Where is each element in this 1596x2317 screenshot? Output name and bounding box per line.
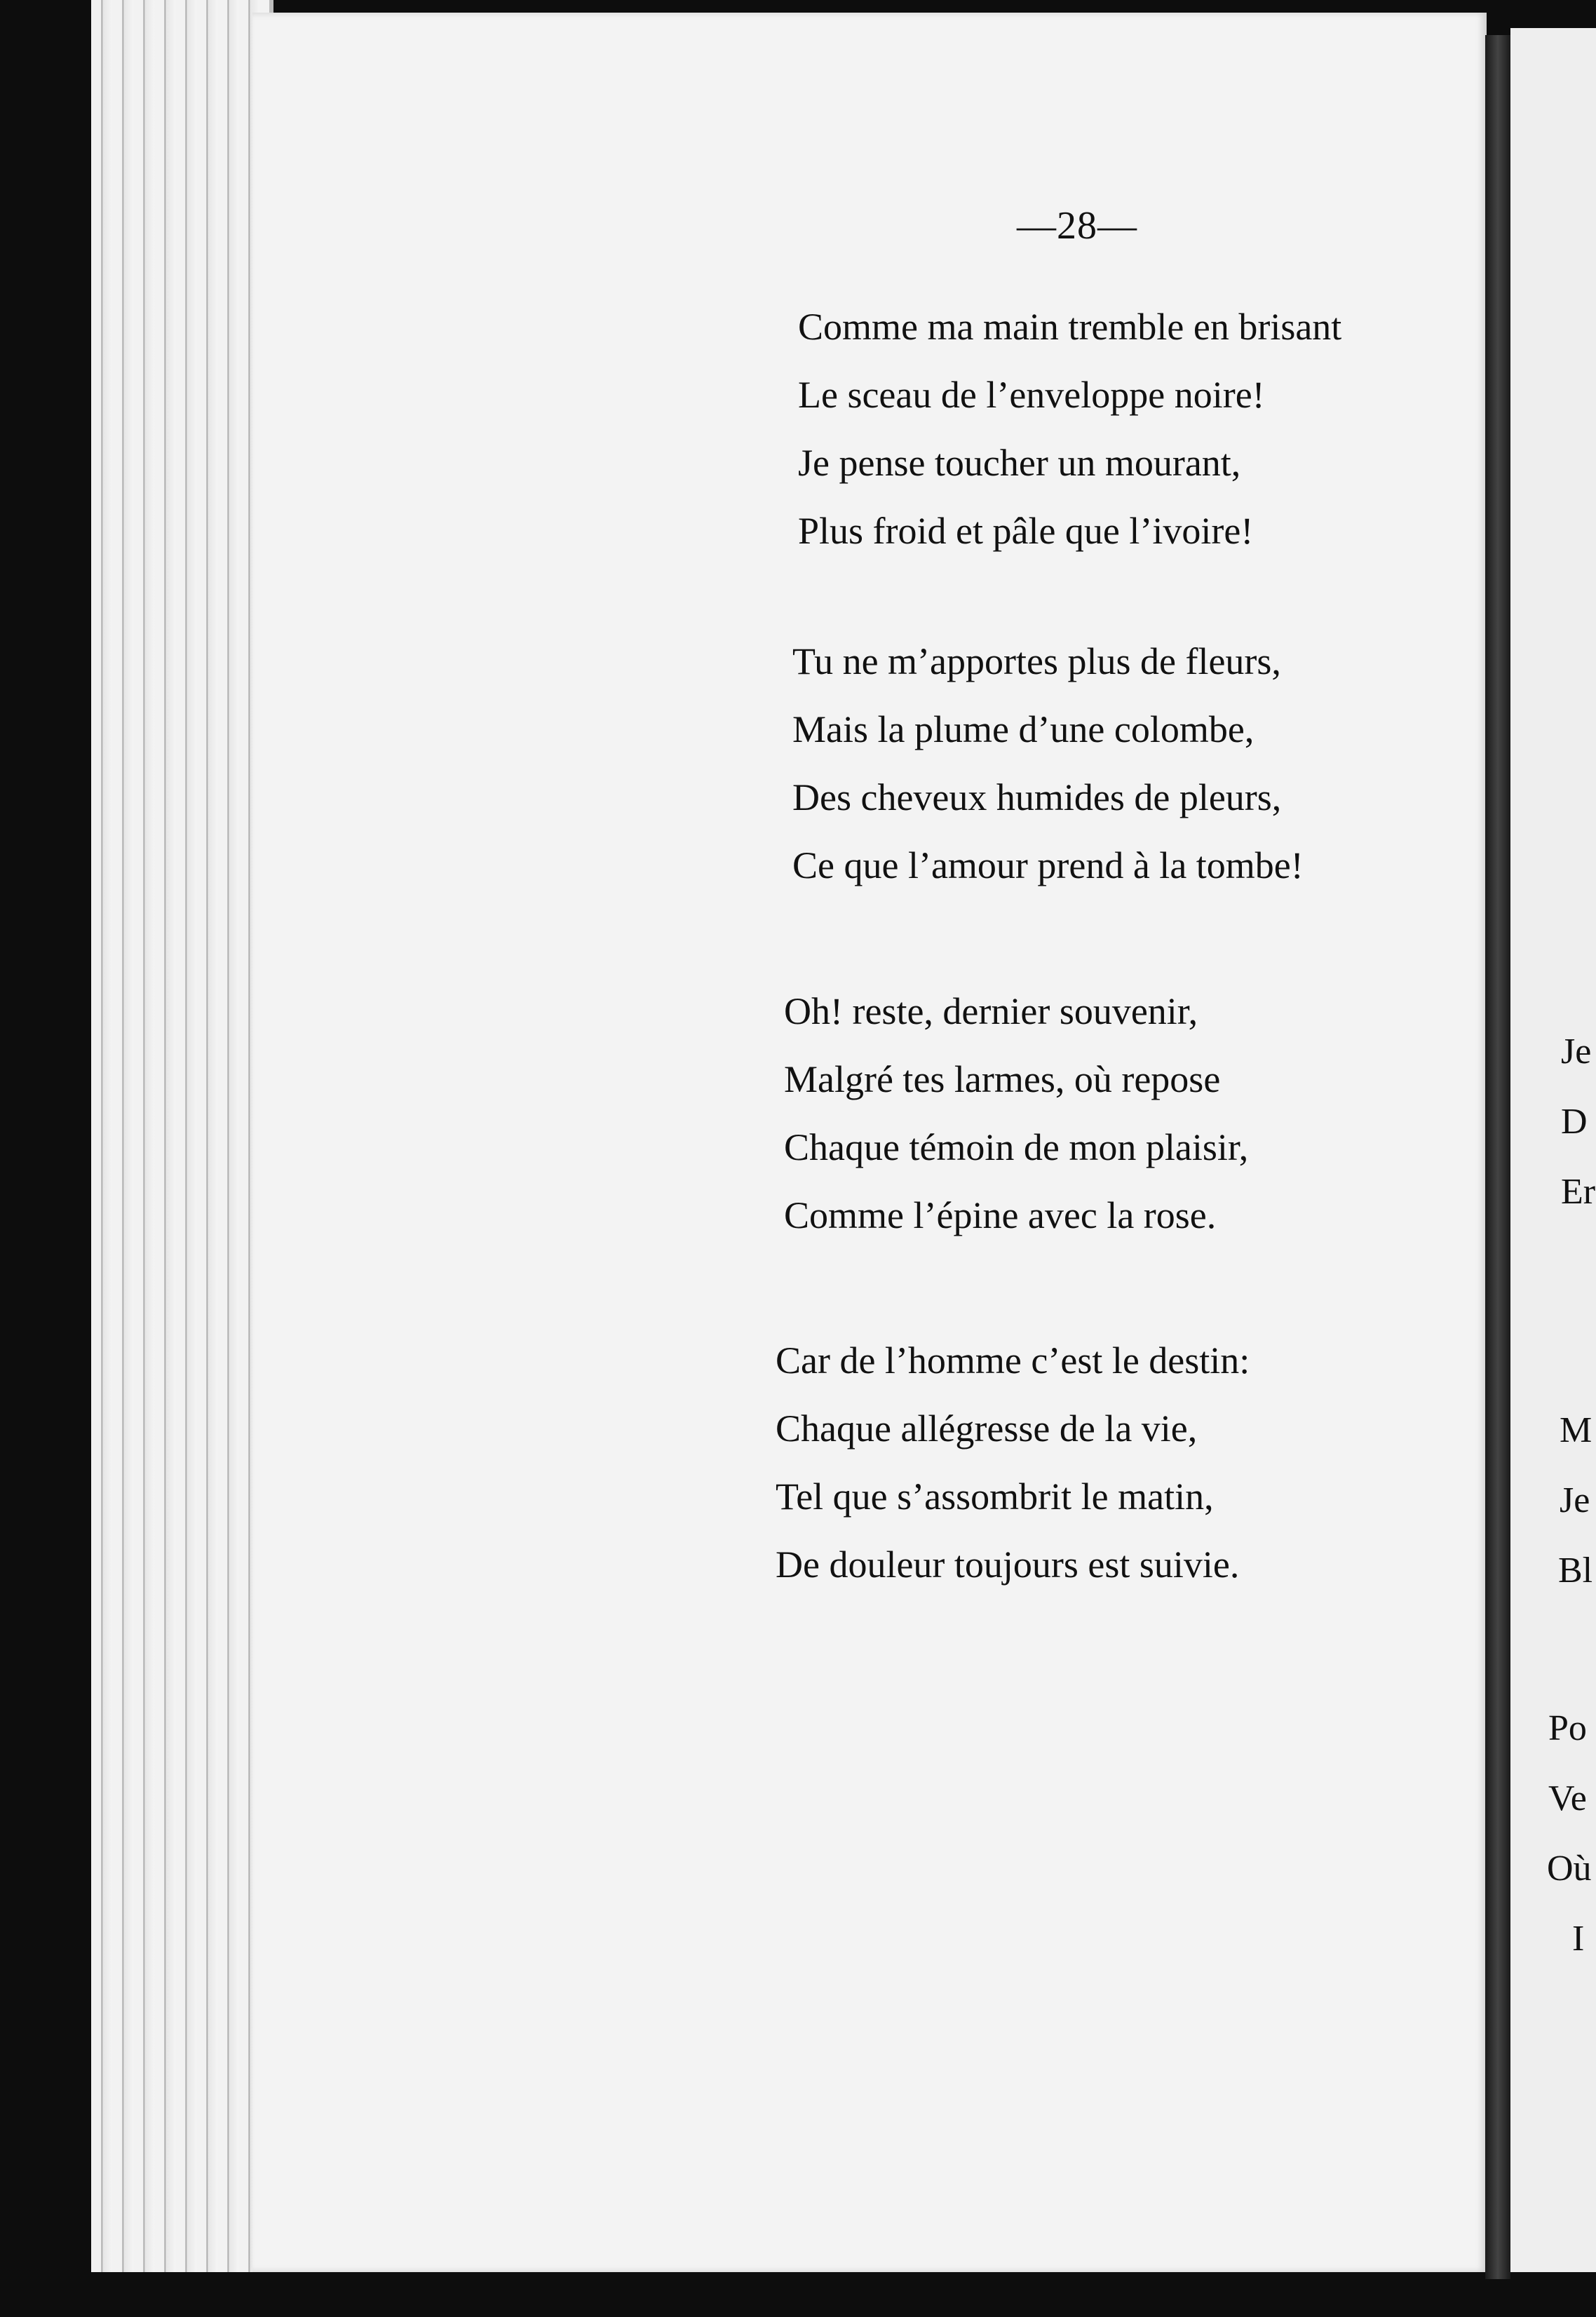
next-page-fragment: Po: [1548, 1708, 1587, 1748]
next-page-fragment: D: [1561, 1102, 1588, 1142]
verse-line: Car de l’homme c’est le destin:: [776, 1339, 1250, 1382]
verse-line: Comme l’épine avec la rose.: [784, 1194, 1217, 1236]
binding-gutter: [1485, 35, 1510, 2279]
verse-line: Malgré tes larmes, où repose: [784, 1058, 1221, 1100]
verse-line: Tel que s’assombrit le matin,: [776, 1475, 1214, 1518]
verse-line: Chaque témoin de mon plaisir,: [784, 1126, 1249, 1168]
verse-line: Le sceau de l’enveloppe noire!: [798, 374, 1265, 416]
stanza-2: [792, 628, 1304, 900]
stanza-4: [776, 1327, 1250, 1599]
verse-line: Chaque allégresse de la vie,: [776, 1407, 1198, 1450]
verse-line: Ce que l’amour prend à la tombe!: [792, 844, 1304, 886]
page-edges: [91, 0, 273, 2272]
next-page-fragment: Je: [1560, 1480, 1590, 1520]
verse-line: Tu ne m’apportes plus de fleurs,: [792, 640, 1281, 682]
verse-line: Comme ma main tremble en brisant: [798, 306, 1342, 348]
verse-line: Mais la plume d’une colombe,: [792, 708, 1255, 750]
next-page-fragment: Ve: [1548, 1778, 1587, 1818]
verse-line: Je pense toucher un mourant,: [798, 442, 1241, 484]
verse-line: Oh! reste, dernier souvenir,: [784, 990, 1198, 1032]
next-page-fragment: Je: [1561, 1032, 1592, 1072]
next-page-fragment: Où: [1547, 1849, 1592, 1889]
next-page-edge: [1510, 28, 1596, 2272]
next-page-fragment: Bl: [1558, 1551, 1593, 1590]
verse-line: Des cheveux humides de pleurs,: [792, 776, 1282, 818]
verse-line: De douleur toujours est suivie.: [776, 1543, 1240, 1586]
stanza-3: [784, 978, 1248, 1250]
verse-line: Plus froid et pâle que l’ivoire!: [798, 510, 1254, 552]
stanza-1: [798, 293, 1341, 565]
next-page-fragment: I: [1572, 1919, 1585, 1959]
next-page-fragment: Er: [1561, 1172, 1596, 1212]
page-number: —28—: [1017, 204, 1137, 248]
next-page-fragment: M: [1560, 1410, 1592, 1450]
